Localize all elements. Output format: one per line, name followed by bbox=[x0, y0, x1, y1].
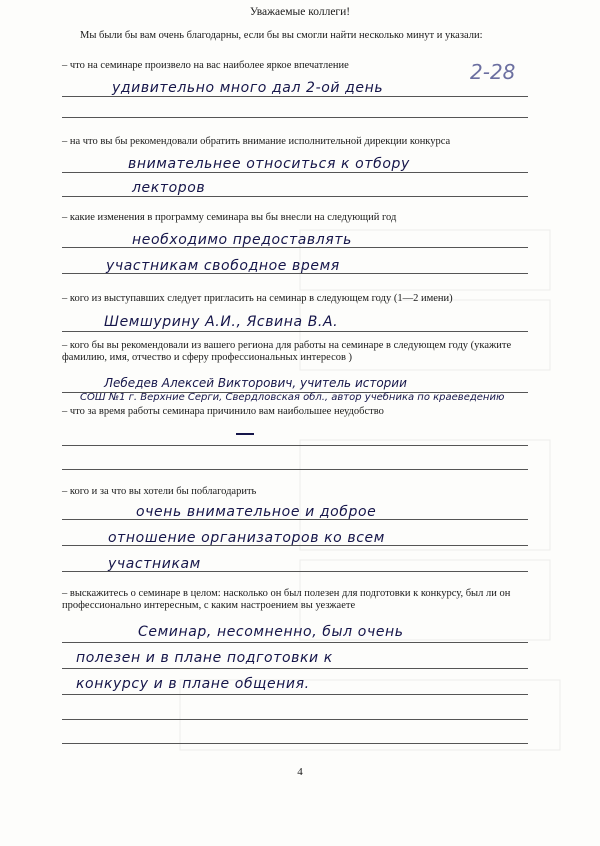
answer-line bbox=[62, 172, 528, 173]
answer-program-line-2: участникам свободное время bbox=[106, 258, 340, 274]
answer-line bbox=[62, 571, 528, 572]
question-thanks-label: – кого и за что вы хотели бы поблагодарить bbox=[62, 486, 257, 497]
answer-line bbox=[62, 469, 528, 470]
answer-thanks-line-3: участникам bbox=[108, 556, 201, 572]
question-speakers-label: – кого из выступавших следует пригласить на семинар в следующем году (1—2 имени) bbox=[62, 293, 453, 304]
answer-line bbox=[62, 331, 528, 332]
answer-line bbox=[62, 642, 528, 643]
question-impression-label: – что на семинаре произвело на вас наиболее яркое впечатление bbox=[62, 60, 349, 71]
answer-inconvenience-line-1 bbox=[236, 433, 254, 435]
intro-text: Мы были бы вам очень благодарны, если бы вы смогли найти несколько минут и указали: bbox=[80, 30, 483, 41]
answer-line bbox=[62, 273, 528, 274]
question-overall-label: – выскажитесь о семинаре в целом: насколько он был полезен для подготовки к конкурсу, был ли он профессионально интересным, с каким настроением вы уезжаете bbox=[62, 588, 511, 611]
answer-line bbox=[62, 519, 528, 520]
question-program-label: – какие изменения в программу семинара вы бы внесли на следующий год bbox=[62, 212, 397, 223]
answer-overall-line-3: конкурсу и в плане общения. bbox=[76, 676, 310, 692]
corner-mark: 2-28 bbox=[470, 60, 516, 84]
answer-line bbox=[62, 545, 528, 546]
answer-overall-line-1: Семинар, несомненно, был очень bbox=[138, 624, 404, 640]
answer-line bbox=[62, 743, 528, 744]
answer-line bbox=[62, 668, 528, 669]
answer-thanks-line-1: очень внимательное и доброе bbox=[136, 504, 377, 520]
answer-impression-line-1: удивительно много дал 2-ой день bbox=[112, 80, 384, 96]
answer-line bbox=[62, 96, 528, 97]
answer-line bbox=[62, 117, 528, 118]
answer-line bbox=[62, 247, 528, 248]
answer-line bbox=[62, 719, 528, 720]
answer-recommendation-line-2: лекторов bbox=[132, 180, 206, 196]
question-recommendation-label: – на что вы бы рекомендовали обратить внимание исполнительной дирекции конкурса bbox=[62, 136, 451, 147]
question-region-label: – кого бы вы рекомендовали из вашего региона для работы на семинаре в следующем году (укажите фамилию, имя, отчество и сферу профессиональных интересов ) bbox=[62, 340, 512, 363]
answer-region-line-2: СОШ №1 г. Верхние Серги, Свердловская обл., автор учебника по краеведению bbox=[80, 392, 505, 403]
answer-speakers-line-1: Шемшурину А.И., Ясвина В.А. bbox=[104, 314, 339, 330]
answer-program-line-1: необходимо предоставлять bbox=[132, 232, 352, 248]
page-number: 4 bbox=[297, 766, 303, 778]
question-inconvenience-label: – что за время работы семинара причинило вам наибольшее неудобство bbox=[62, 406, 384, 417]
answer-line bbox=[62, 196, 528, 197]
answer-thanks-line-2: отношение организаторов ко всем bbox=[108, 530, 385, 546]
answer-recommendation-line-1: внимательнее относиться к отбору bbox=[128, 156, 410, 172]
answer-line bbox=[62, 694, 528, 695]
answer-region-line-1: Лебедев Алексей Викторович, учитель истории bbox=[104, 376, 407, 390]
answer-line bbox=[62, 445, 528, 446]
page-title: Уважаемые коллеги! bbox=[249, 6, 351, 18]
answer-overall-line-2: полезен и в плане подготовки к bbox=[76, 650, 333, 666]
